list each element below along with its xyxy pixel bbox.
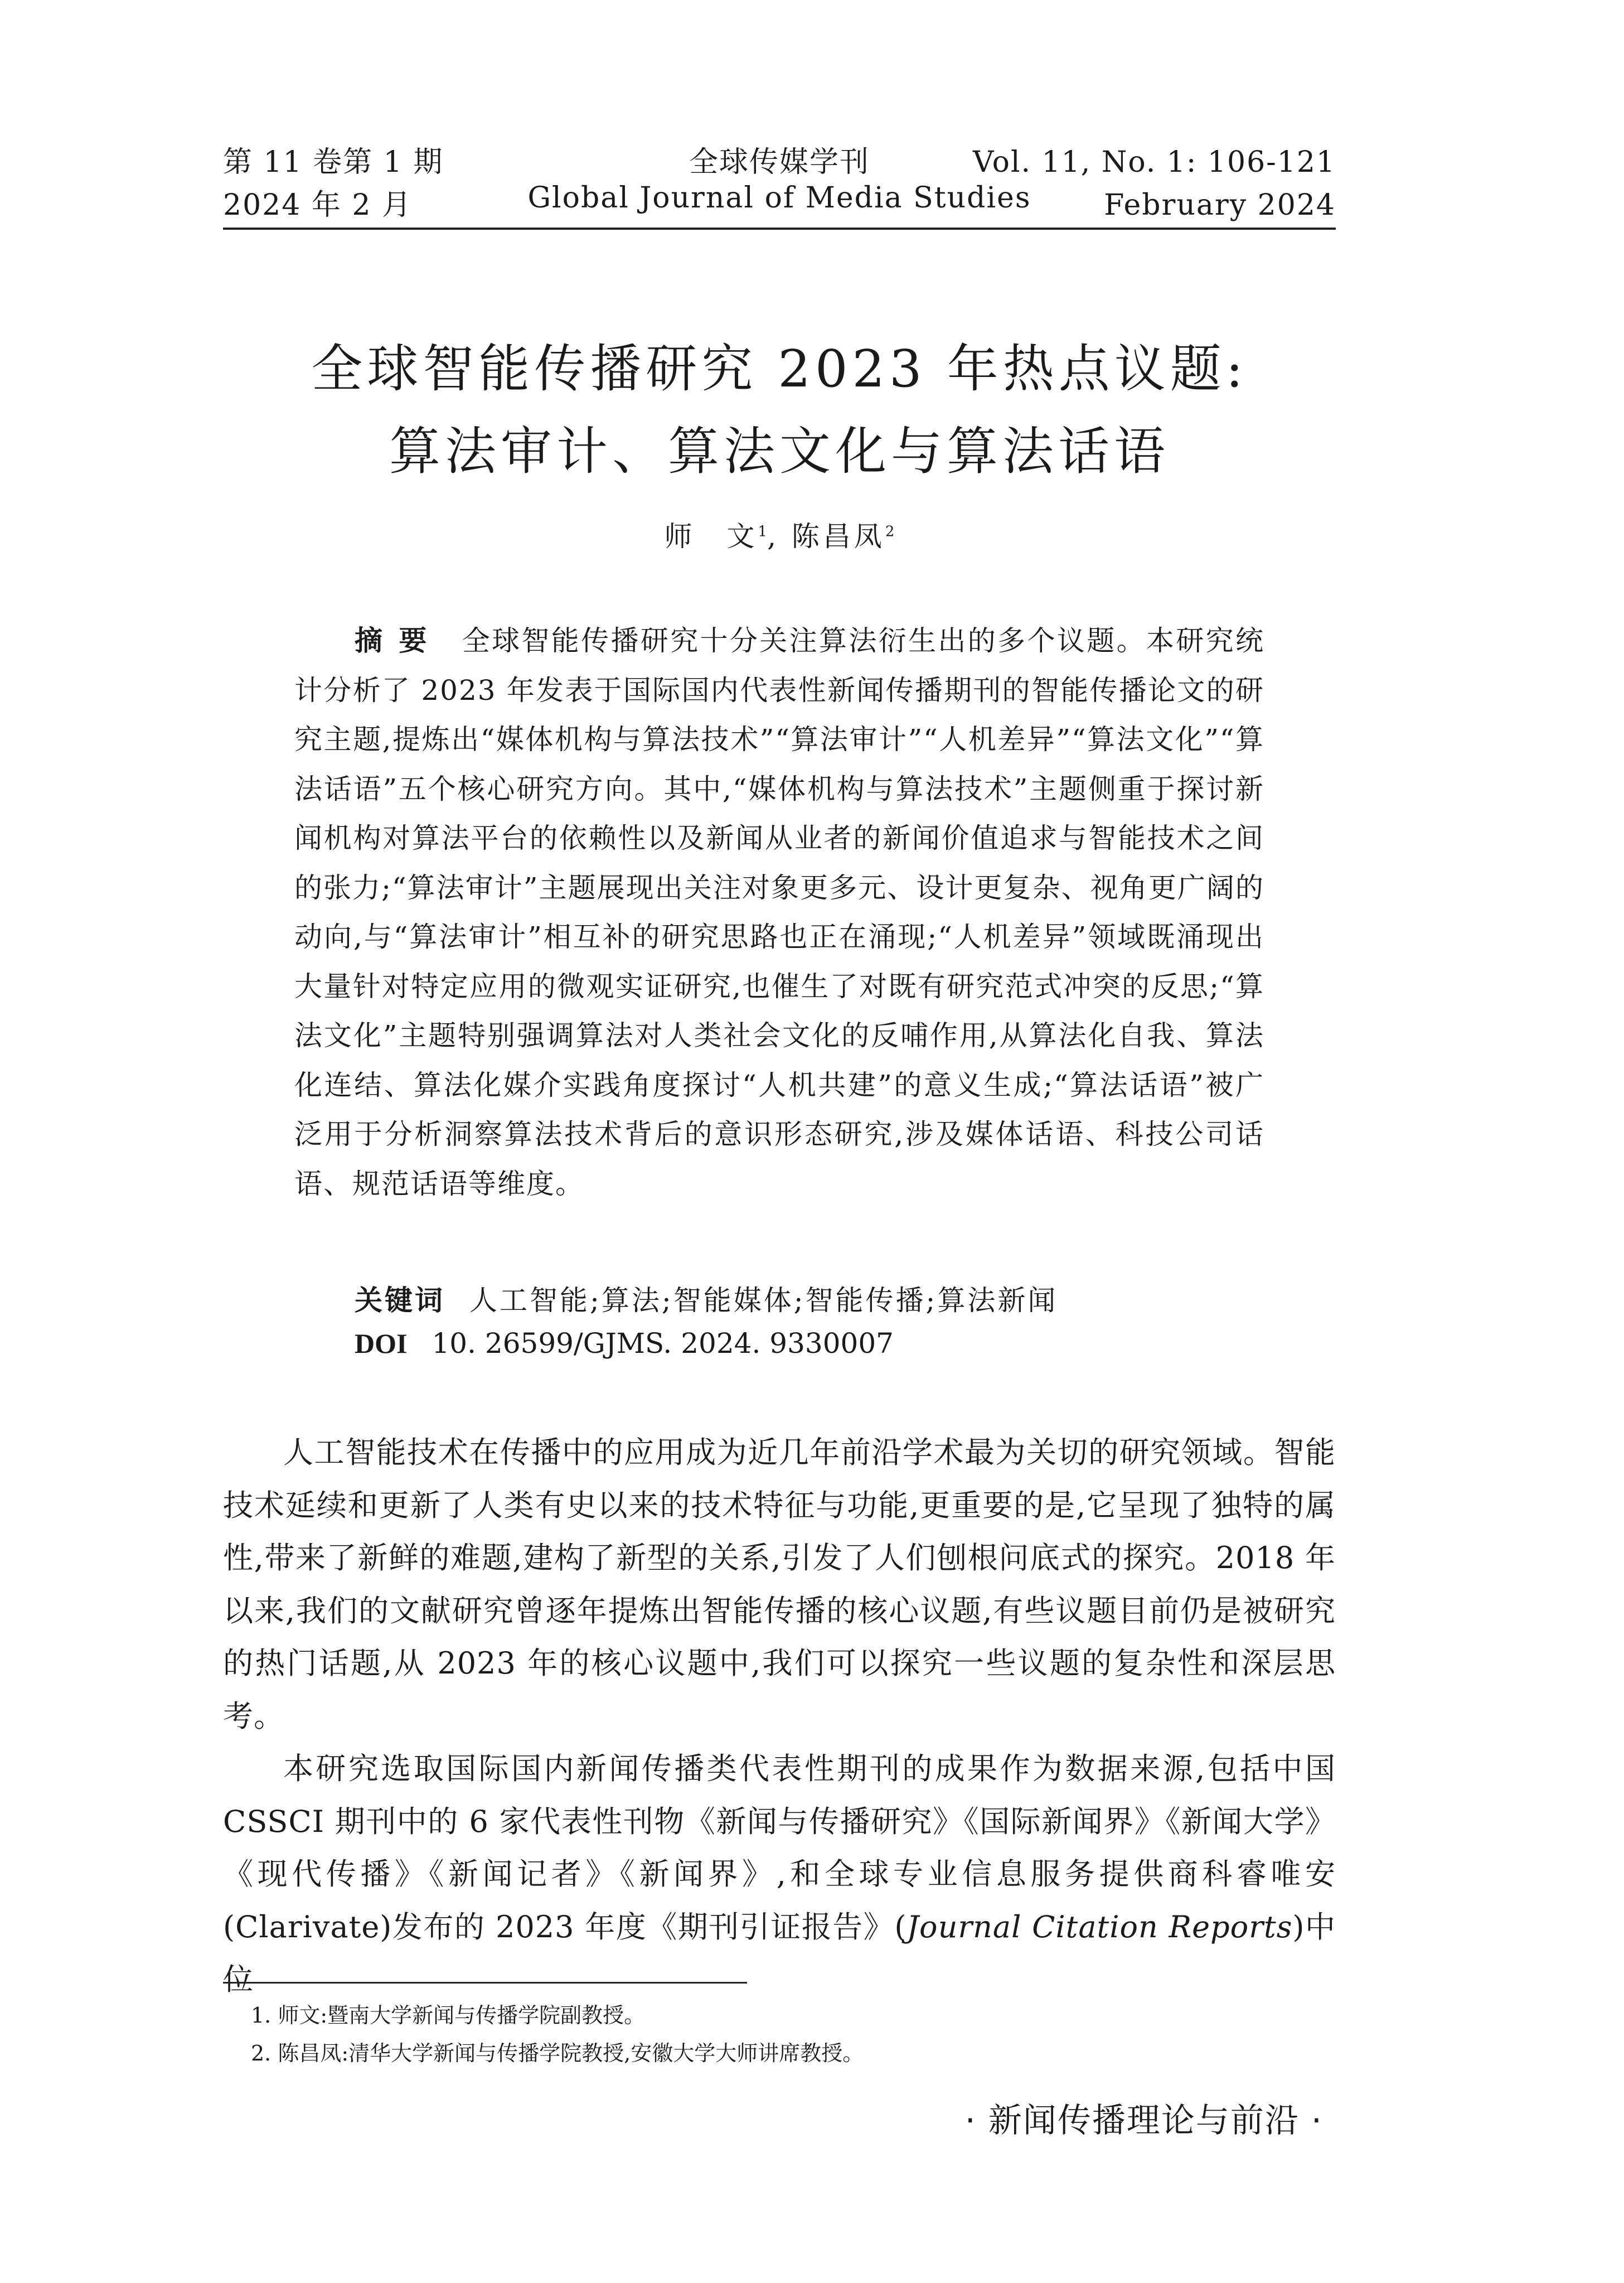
section-label: · 新闻传播理论与前沿 · [964,2101,1323,2140]
date-en: February 2024 [1104,188,1336,222]
running-header-top [223,138,1336,177]
abstract-text: 全球智能传播研究十分关注算法衍生出的多个议题。本研究统计分析了 2023 年发表于国际国内代表性新闻传播期刊的智能传播论文的研究主题,提炼出“媒体机构与算法技术”“算法审计”“人机差异”“算法文化”“算法话语”五个核心研究方向。其中,“媒体机构与算法技术”主题侧重于探讨新闻机构对算法平台的依赖性以及新闻从业者的新闻价值追求与智能技术之间的张力;“算法审计”主题展现出关注对象更多元、设计更复杂、视角更广阔的动向,与“算法审计”相互补的研究思路也正在涌现;“人机差异”领域既涌现出大量针对特定应用的微观实证研究,也催生了对既有研究范式冲突的反思;“算法文化”主题特别强调算法对人类社会文化的反哺作用,从算法化自我、算法化连结、算法化媒介实践角度探讨“人机共建”的意义生成;“算法话语”被广泛用于分析洞察算法技术背后的意识形态研究,涉及媒体话语、科技公司话语、规范话语等维度。 [294,625,1265,1200]
body-paragraph-2-italic: Journal Citation Reports [906,1909,1293,1945]
footnotes [251,1996,864,2072]
body-paragraph-2-text-b: )中位 [223,1909,1336,1997]
author-line [223,514,1336,554]
body-paragraph-2 [223,1743,1336,2006]
author-2-affiliation-mark: 2 [885,523,895,540]
footnote-1: 1. 师文:暨南大学新闻与传播学院副教授。 [251,2003,646,2028]
doi-value: 10. 26599/GJMS. 2024. 9330007 [432,1327,894,1360]
body-paragraph-1: 人工智能技术在传播中的应用成为近几年前沿学术最为关切的研究领域。智能技术延续和更新了人类有史以来的技术特征与功能,更重要的是,它呈现了独特的属性,带来了新鲜的难题,建构了新型的关系,引发了人们刨根问底式的探究。2018 年以来,我们的文献研究曾逐年提炼出智能传播的核心议题,有些议题目前仍是被研究的热门话题,从 2023 年的核心议题中,我们可以探究一些议题的复杂性和深层思考。 [223,1435,1336,1734]
header-rule [223,228,1336,230]
keywords-text: 人工智能;算法;智能媒体;智能传播;算法新闻 [469,1284,1058,1317]
author-1: 师 文 [664,520,758,553]
keywords-row [355,1278,1058,1318]
doi-row [355,1327,894,1360]
author-1-affiliation-mark: 1 [758,523,768,540]
abstract [294,616,1264,1208]
author-separator: , [767,520,792,553]
running-header-bottom [223,181,1336,220]
author-2: 陈昌凤 [791,520,885,553]
footnote-rule [223,1982,747,1984]
title-line-2: 算法审计、算法文化与算法话语 [389,422,1170,481]
abstract-label: 摘要 [355,625,443,657]
journal-name-en: Global Journal of Media Studies [527,181,1031,215]
date-cn: 2024 年 2 月 [223,188,413,222]
article-title [223,328,1336,493]
journal-name-cn: 全球传媒学刊 [689,146,870,179]
doi-label: DOI [355,1328,408,1359]
title-line-1: 全球智能传播研究 2023 年热点议题: [311,339,1248,399]
body-paragraph-2-text-a: 本研究选取国际国内新闻传播类代表性期刊的成果作为数据来源,包括中国 CSSCI 期刊中的 6 家代表性刊物《新闻与传播研究》《国际新闻界》《新闻大学》《现代传播》《新闻记者》《新闻界》,和全球专业信息服务提供商科睿唯安(Clarivate)发布的 2023 年度《期刊引证报告》( [223,1751,1336,1945]
volume-issue-en: Vol. 11, No. 1: 106-121 [972,146,1336,179]
footnote-2: 2. 陈昌凤:清华大学新闻与传播学院教授,安徽大学大师讲席教授。 [251,2041,864,2066]
body-text [223,1426,1336,2006]
keywords-label: 关键词 [355,1284,445,1317]
volume-issue-cn: 第 11 卷第 1 期 [223,146,444,179]
